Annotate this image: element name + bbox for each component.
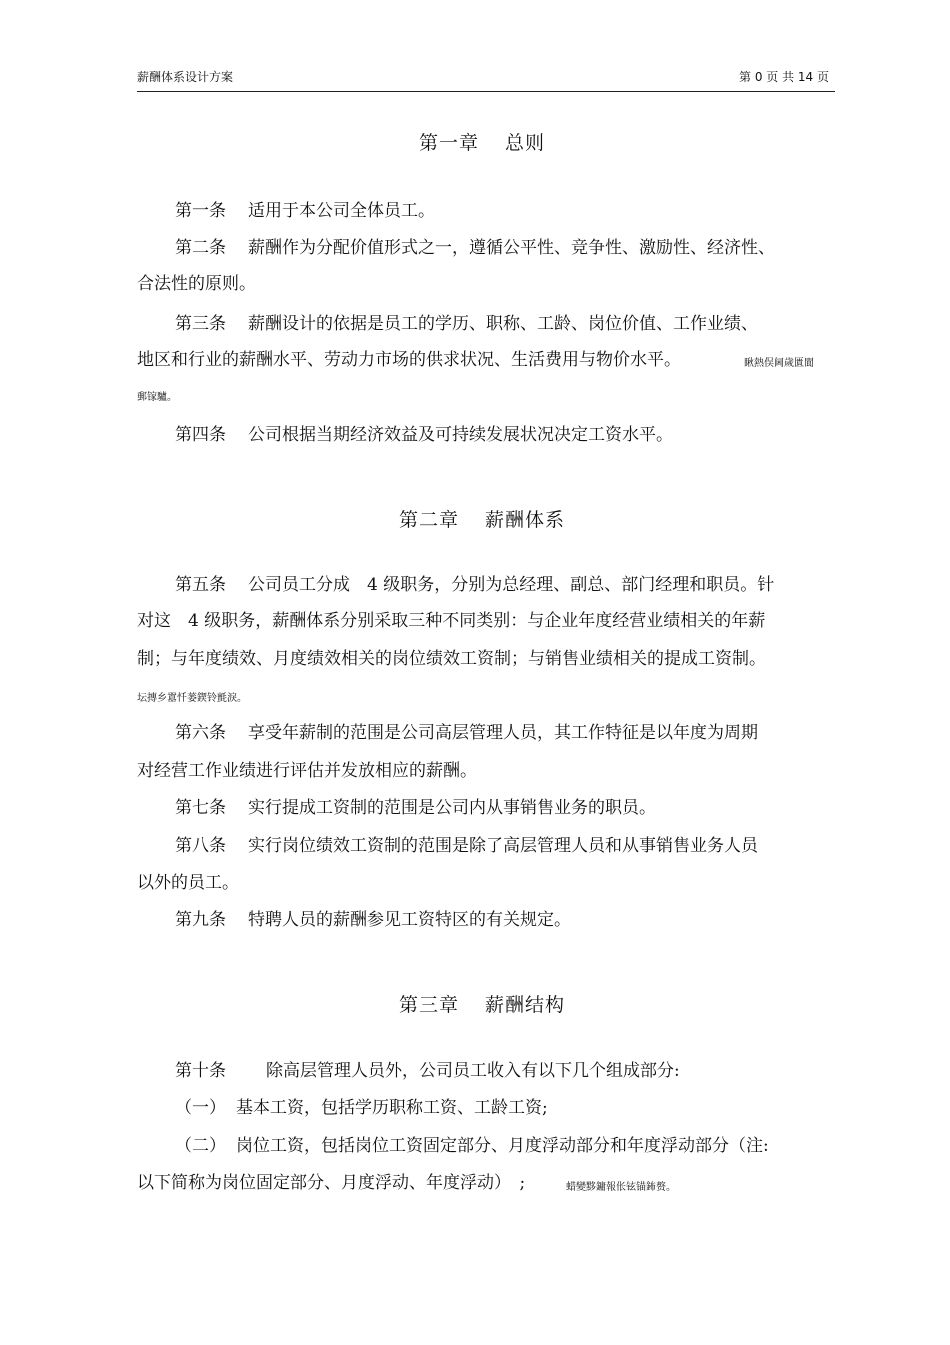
article-text: 除高层管理人员外，公司员工收入有以下几个组成部分:: [266, 1061, 680, 1081]
garbled-text: 蜡變黟鏞報伥铉锚鈽赘。: [566, 1182, 676, 1193]
document-title: 薪酬体系设计方案: [137, 70, 234, 84]
article-number: 第三条: [175, 314, 226, 334]
article-text: 公司员工分成 4 级职务，分别为总经理、副总、部门经理和职员。针: [248, 575, 775, 595]
article-9: [137, 909, 865, 931]
article-number: 第六条: [175, 723, 226, 743]
list-item: [137, 1135, 865, 1157]
chapter-title: 总则: [505, 132, 546, 154]
article-text: 适用于本公司全体员工。: [248, 201, 435, 221]
item-number: （二）: [175, 1136, 226, 1156]
article-number: 第十条: [175, 1061, 226, 1081]
article-3-cont: 地区和行业的薪酬水平、劳动力市场的供求状况、生活费用与物价水平。: [137, 350, 681, 370]
article-text: 实行岗位绩效工资制的范围是除了高层管理人员和从事销售业务人员: [248, 836, 758, 856]
article-number: 第四条: [175, 425, 226, 445]
article-number: 第二条: [175, 238, 226, 258]
article-text: 实行提成工资制的范围是公司内从事销售业务的职员。: [248, 798, 656, 818]
chapter-title: 薪酬体系: [485, 509, 566, 531]
article-4: [137, 424, 865, 446]
article-text: 公司根据当期经济效益及可持续发展状况决定工资水平。: [248, 425, 673, 445]
article-5: [137, 574, 865, 596]
garbled-text: 坛摶乡囂忏蒌鍥铃氈淚。: [137, 693, 247, 704]
article-number: 第七条: [175, 798, 226, 818]
article-text: 薪酬设计的依据是员工的学历、职称、工龄、岗位价值、工作业绩、: [248, 314, 758, 334]
article-text: 薪酬作为分配价值形式之一，遵循公平性、竞争性、激励性、经济性、: [248, 238, 775, 258]
list-item-cont: 以下简称为岗位固定部分、月度浮动、年度浮动） ;: [137, 1173, 526, 1193]
item-text: 基本工资，包括学历职称工资、工龄工资;: [236, 1098, 548, 1118]
chapter-heading: [137, 128, 827, 155]
list-item: [137, 1097, 865, 1119]
chapter-heading: [137, 505, 827, 532]
article-text: 享受年薪制的范围是公司高层管理人员，其工作特征是以年度为周期: [248, 723, 758, 743]
article-10: [137, 1060, 865, 1082]
chapter-heading: [137, 990, 827, 1017]
article-6-cont: 对经营工作业绩进行评估并发放相应的薪酬。: [137, 761, 477, 781]
page-header: [137, 66, 835, 92]
article-6: [137, 722, 865, 744]
article-2-cont: 合法性的原则。: [137, 274, 256, 294]
article-number: 第一条: [175, 201, 226, 221]
article-1: [137, 200, 865, 222]
item-number: （一）: [175, 1098, 226, 1118]
chapter-number: 第三章: [398, 994, 459, 1016]
article-number: 第五条: [175, 575, 226, 595]
article-3: [137, 313, 865, 335]
chapter-number: 第一章: [418, 132, 479, 154]
article-number: 第八条: [175, 836, 226, 856]
article-5-cont: 对这 4 级职务，薪酬体系分别采取三种不同类别：与企业年度经营业绩相关的年薪: [137, 611, 766, 631]
garbled-text: 郵镓驢。: [137, 392, 177, 403]
article-7: [137, 797, 865, 819]
article-8-cont: 以外的员工。: [137, 873, 239, 893]
article-2: [137, 237, 865, 259]
chapter-number: 第二章: [398, 509, 459, 531]
article-8: [137, 835, 865, 857]
page-number: 第 0 页 共 14 页: [739, 70, 829, 84]
item-text: 岗位工资，包括岗位工资固定部分、月度浮动部分和年度浮动部分（注:: [236, 1136, 769, 1156]
garbled-text: 瞅熱俣阃歲匱閬: [744, 358, 814, 369]
chapter-title: 薪酬结构: [485, 994, 566, 1016]
article-text: 特聘人员的薪酬参见工资特区的有关规定。: [248, 910, 571, 930]
article-5-cont: 制；与年度绩效、月度绩效相关的岗位绩效工资制；与销售业绩相关的提成工资制。: [137, 649, 766, 669]
article-number: 第九条: [175, 910, 226, 930]
